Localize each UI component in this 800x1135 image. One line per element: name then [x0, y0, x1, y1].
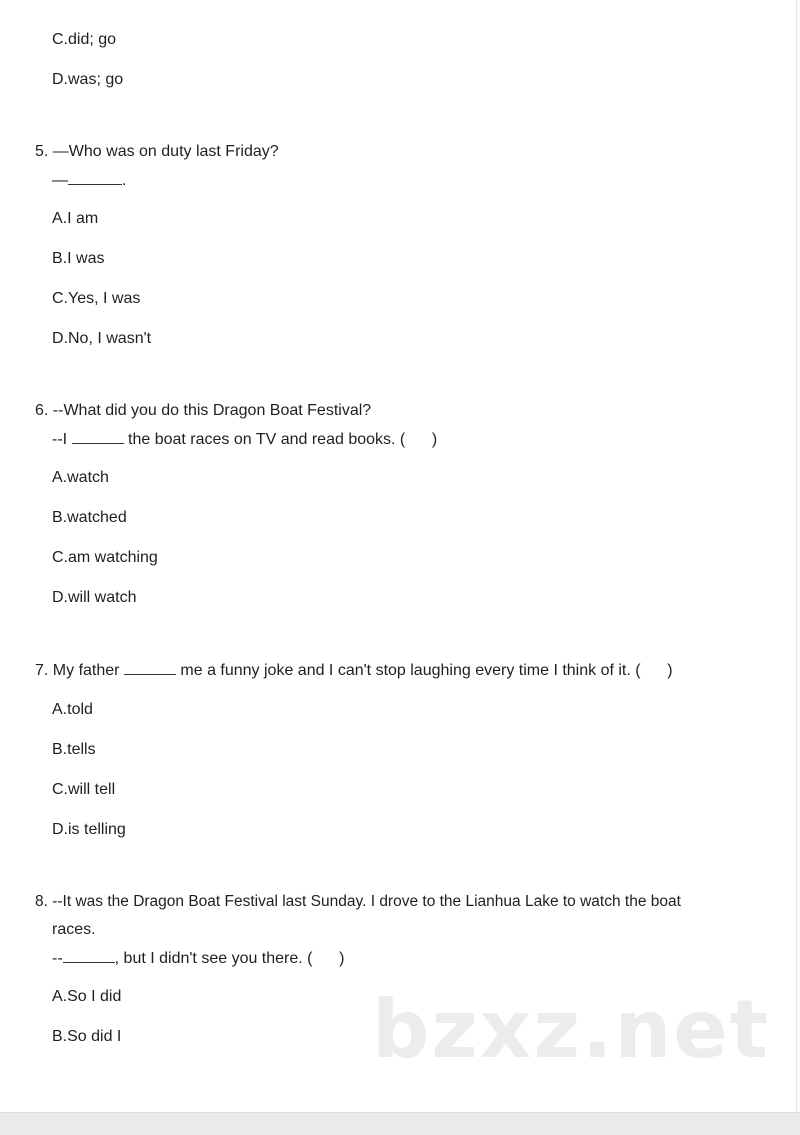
q7-option-b[interactable]: B.tells [52, 741, 96, 758]
q8-option-a[interactable]: A.So I did [52, 988, 122, 1005]
q5-end: . [122, 172, 127, 189]
q8-blank[interactable] [63, 948, 115, 963]
q6-suffix: the boat races on TV and read books. [128, 431, 396, 448]
q5-answer-line [52, 170, 126, 191]
q4-option-d[interactable]: D.was; go [52, 71, 124, 88]
q8-paren: ( ) [307, 950, 345, 967]
q6-prefix: --I [52, 431, 68, 448]
q6-option-c[interactable]: C.am watching [52, 549, 158, 566]
q7-option-d[interactable]: D.is telling [52, 821, 126, 838]
q7-stem [35, 660, 673, 681]
q8-suffix: , but I didn't see you there. [114, 950, 303, 967]
bottom-bar [0, 1112, 800, 1135]
q5-option-a[interactable]: A.I am [52, 210, 99, 227]
q5-dash: — [52, 172, 68, 189]
q7-prefix: 7. My father [35, 662, 120, 679]
q8-prefix: -- [52, 950, 63, 967]
q8-option-b[interactable]: B.So did I [52, 1028, 122, 1045]
q8-answer-line [52, 948, 345, 969]
q7-blank[interactable] [124, 660, 176, 675]
watermark: bzxz.net [372, 983, 770, 1076]
q6-option-b[interactable]: B.watched [52, 509, 127, 526]
q5-blank[interactable] [68, 170, 122, 185]
q7-suffix: me a funny joke and I can't stop laughing every time I think of it. [180, 662, 631, 679]
q8-stem-line2: races. [52, 921, 96, 938]
q6-option-d[interactable]: D.will watch [52, 589, 137, 606]
q6-option-a[interactable]: A.watch [52, 469, 109, 486]
q7-paren: ( ) [635, 662, 673, 679]
q6-stem: 6. --What did you do this Dragon Boat Festival? [35, 402, 372, 419]
q7-option-c[interactable]: C.will tell [52, 781, 116, 798]
q6-blank[interactable] [72, 429, 124, 444]
q5-option-d[interactable]: D.No, I wasn't [52, 330, 152, 347]
q5-option-c[interactable]: C.Yes, I was [52, 290, 141, 307]
q6-paren: ( ) [399, 431, 438, 448]
q5-stem: 5. —Who was on duty last Friday? [35, 143, 279, 160]
q6-answer-line [52, 429, 437, 450]
q5-option-b[interactable]: B.I was [52, 250, 105, 267]
q4-option-c[interactable]: C.did; go [52, 31, 117, 48]
q7-option-a[interactable]: A.told [52, 701, 93, 718]
q8-stem-line1: 8. --It was the Dragon Boat Festival last Sunday. I drove to the Lianhua Lake to watch the boat [35, 893, 681, 910]
